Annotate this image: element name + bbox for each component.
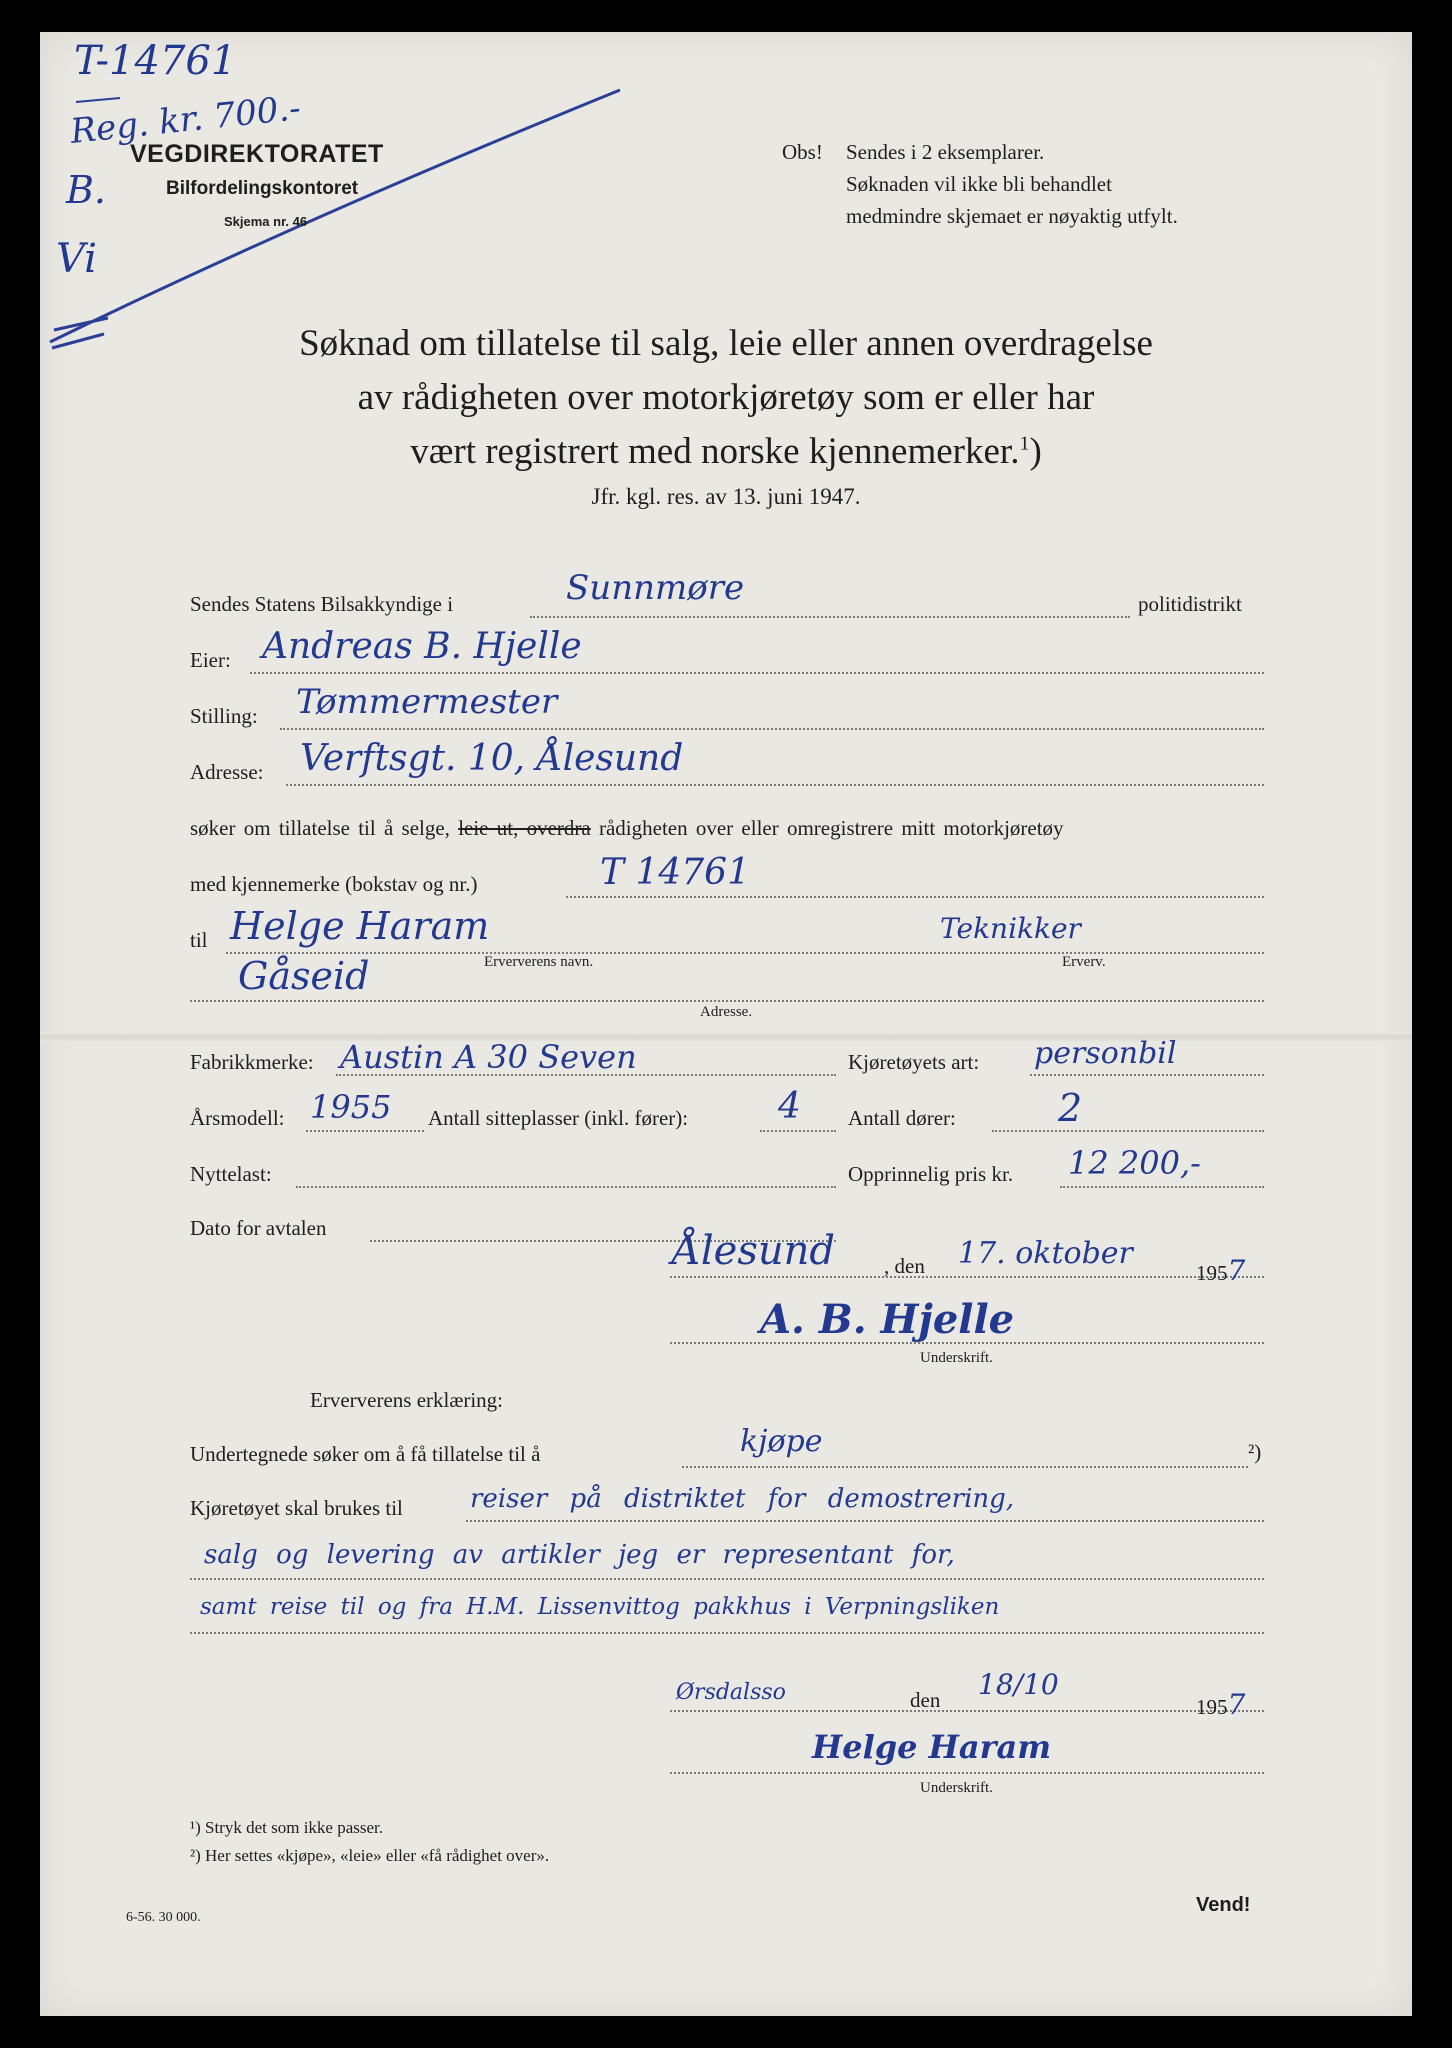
owner-signature: A. B. Hjelle — [760, 1296, 1015, 1343]
year-label: Årsmodell: — [190, 1106, 285, 1130]
acquirer-name-caption: Erververens navn. — [484, 954, 594, 970]
use-value-1: reiser på distriktet for demostrering, — [470, 1484, 1015, 1514]
owner-signature-caption: Underskrift. — [920, 1350, 993, 1366]
district-line — [530, 616, 1130, 618]
acquirer-place-value: Ørsdalsso — [676, 1680, 786, 1705]
title-line-2: av rådigheten over motorkjøretøy som er eller har — [357, 377, 1095, 418]
use-value-2: salg og levering av artikler jeg er representant for, — [204, 1540, 955, 1570]
acquirer-name-value: Helge Haram — [230, 904, 490, 948]
acquirer-trade-value: Teknikker — [940, 912, 1081, 945]
acquirer-den-label: den — [910, 1688, 941, 1712]
obs-line-3: medmindre skjemaet er nøyaktig utfylt. — [846, 204, 1178, 228]
owner-date-value: 17. oktober — [958, 1236, 1133, 1271]
acquirer-address-value: Gåseid — [238, 954, 370, 998]
doors-line — [992, 1130, 1264, 1132]
owner-value: Andreas B. Hjelle — [262, 626, 582, 667]
kind-label: Kjøretøyets art: — [848, 1050, 980, 1074]
use-line-2 — [190, 1578, 1264, 1580]
acquirer-address-line — [190, 1000, 1264, 1002]
owner-place-value: Ålesund — [672, 1228, 836, 1274]
office-name: Bilfordelingskontoret — [166, 178, 359, 199]
acquirer-signature: Helge Haram — [812, 1728, 1052, 1766]
request-text: søker om tillatelse til å selge, leie ut, overdra rådigheten over eller omregistrere mitt motorkjøretøy — [190, 816, 1064, 840]
acquirer-signature-line — [670, 1772, 1264, 1774]
apply-label: Undertegnede søker om å få tillatelse til å — [190, 1442, 541, 1466]
acquirer-trade-caption: Erverv. — [1062, 954, 1106, 970]
occupation-label: Stilling: — [190, 704, 258, 728]
paper-fold — [40, 1032, 1412, 1042]
handwritten-initials: Vi — [56, 236, 97, 282]
payload-label: Nyttelast: — [190, 1162, 272, 1186]
use-line-1 — [466, 1520, 1264, 1522]
plate-line — [566, 896, 1264, 898]
title-line-3: vært registrert med norske kjennemerker.$^1$) — [410, 431, 1042, 472]
apply-line — [682, 1466, 1248, 1468]
district-suffix: politidistrikt — [1138, 592, 1242, 616]
occupation-line — [280, 728, 1264, 730]
struck-options: leie ut, overdra — [458, 816, 591, 840]
obs-label: Obs! — [782, 140, 823, 164]
footnote-1: ¹) Stryk det som ikke passer. — [190, 1818, 384, 1837]
district-label: Sendes Statens Bilsakkyndige i — [190, 592, 454, 616]
seats-value: 4 — [778, 1086, 801, 1127]
address-label: Adresse: — [190, 760, 264, 784]
org-name: VEGDIREKTORATET — [130, 140, 384, 168]
acquirer-year: 1957 — [1196, 1688, 1246, 1721]
agreement-date-label: Dato for avtalen — [190, 1216, 327, 1240]
price-label: Opprinnelig pris kr. — [848, 1162, 1014, 1186]
use-label: Kjøretøyet skal brukes til — [190, 1496, 403, 1520]
owner-year-written: 7 — [1227, 1254, 1246, 1287]
doors-label: Antall dører: — [848, 1106, 956, 1130]
occupation-value: Tømmermester — [296, 682, 558, 722]
owner-den-label: , den — [884, 1254, 925, 1278]
kind-line — [1030, 1074, 1264, 1076]
apply-note: ²) — [1248, 1440, 1262, 1464]
price-value: 12 200,- — [1068, 1144, 1201, 1182]
payload-line — [296, 1186, 836, 1188]
address-value: Verftsgt. 10, Ålesund — [300, 738, 684, 779]
title-footnote-mark: 1 — [1019, 432, 1030, 455]
use-line-3 — [190, 1632, 1264, 1634]
plate-value: T 14761 — [600, 852, 750, 893]
acquirer-line — [226, 952, 1264, 954]
obs-line-2: Søknaden vil ikke bli behandlet — [846, 172, 1112, 196]
handwritten-reference: T-14761 — [74, 38, 237, 84]
acquirer-signature-caption: Underskrift. — [920, 1780, 993, 1796]
turn-over-label: Vend! — [1196, 1894, 1251, 1916]
acquirer-date-value: 18/10 — [978, 1668, 1059, 1701]
owner-label: Eier: — [190, 648, 231, 672]
acquirer-place-date-line — [670, 1710, 1264, 1712]
print-code: 6-56. 30 000. — [126, 1910, 201, 1925]
to-label: til — [190, 928, 208, 952]
acquirer-year-written: 7 — [1227, 1688, 1246, 1721]
make-label: Fabrikkmerke: — [190, 1050, 314, 1074]
obs-line-1: Sendes i 2 eksemplarer. — [846, 140, 1045, 164]
footnote-2: ²) Her settes «kjøpe», «leie» eller «få rådighet over». — [190, 1846, 550, 1865]
make-value: Austin A 30 Seven — [340, 1038, 637, 1076]
declaration-heading: Erververens erklæring: — [310, 1388, 504, 1412]
seats-line — [760, 1130, 836, 1132]
address-line — [286, 784, 1264, 786]
owner-place-date-line — [670, 1276, 1264, 1278]
owner-year: 1957 — [1196, 1254, 1246, 1287]
price-line — [1060, 1186, 1264, 1188]
legal-reference: Jfr. kgl. res. av 13. juni 1947. — [591, 484, 861, 509]
handwritten-fee: Reg. kr. 700.- — [68, 88, 303, 152]
year-value: 1955 — [310, 1088, 392, 1126]
plate-label: med kjennemerke (bokstav og nr.) — [190, 872, 478, 896]
apply-value: kjøpe — [740, 1424, 823, 1459]
kind-value: personbil — [1034, 1036, 1177, 1071]
use-value-3: samt reise til og fra H.M. Lissenvittog pakkhus i Verpningsliken — [200, 1594, 1000, 1620]
district-value: Sunnmøre — [566, 568, 745, 608]
title-line-1: Søknad om tillatelse til salg, leie eller annen overdragelse — [299, 323, 1153, 364]
seats-label: Antall sitteplasser (inkl. fører): — [428, 1106, 689, 1130]
form-number: Skjema nr. 46 — [224, 214, 308, 229]
acquirer-address-caption: Adresse. — [700, 1004, 753, 1020]
handwritten-initial: B. — [66, 168, 107, 212]
year-line — [306, 1130, 424, 1132]
doors-value: 2 — [1058, 1086, 1083, 1130]
owner-line — [250, 672, 1264, 674]
